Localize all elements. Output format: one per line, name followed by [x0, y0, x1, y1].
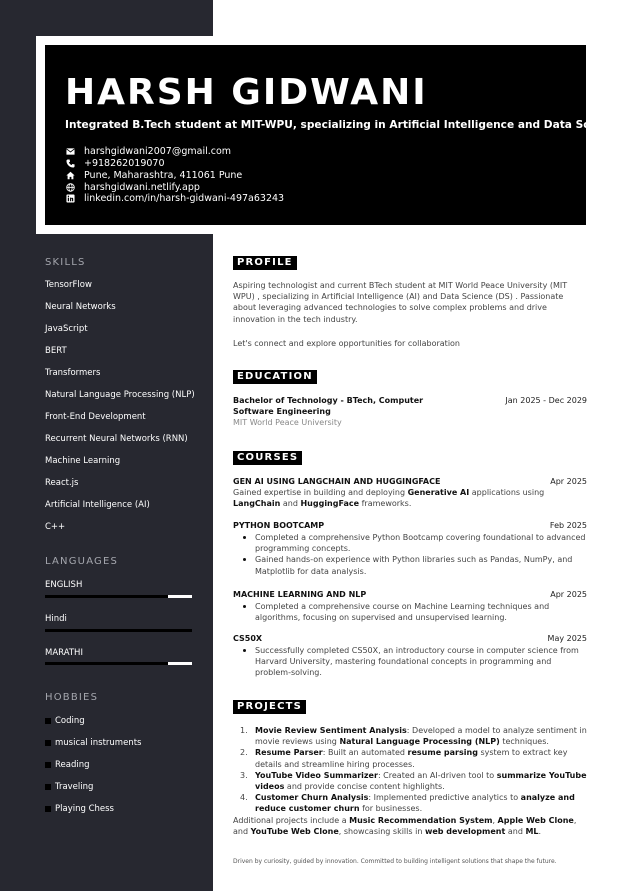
hobby-label: Coding [55, 716, 85, 726]
hobby-label: musical instruments [55, 738, 142, 748]
hobby-label: Traveling [55, 782, 94, 792]
skill-item: BERT [45, 346, 67, 356]
hobby-item [45, 782, 93, 792]
education-entry-cont [233, 406, 587, 417]
school-name: MIT World Peace University [233, 418, 342, 427]
bullet-square-icon [45, 784, 51, 790]
course-date: Feb 2025 [549, 521, 587, 530]
contact-list [65, 146, 284, 205]
skill-item: Front-End Development [45, 412, 146, 422]
contact-email[interactable] [65, 146, 284, 158]
skills-title: SKILLS [45, 257, 86, 268]
list-item: Successfully completed CS50X, an introductory course in computer science from Harvard University, mastering foundational concepts in programming and problem-solving. [233, 645, 587, 679]
list-item: Completed a comprehensive Python Bootcamp covering foundational to advanced programming concepts. [233, 532, 587, 554]
hobbies-title: HOBBIES [45, 692, 99, 703]
profile-text: Aspiring technologist and current BTech student at MIT World Peace University (MIT WPU) , specializing in Artificial Intelligence (AI) and Data Science (DS) . Passionate about leveraging advanced technologies to solve complex problems and drive innovation in the tech industry. [233, 281, 568, 324]
language-level-fill [45, 595, 168, 598]
course-date: Apr 2025 [550, 477, 587, 486]
bullet-square-icon [45, 718, 51, 724]
additional-projects: Additional projects include a Music Recommendation System, Apple Web Clone, and YouTube Web Clone, showcasing skills in web development and ML. [233, 815, 577, 836]
skill-item: Machine Learning [45, 456, 121, 466]
linkedin-icon [65, 194, 76, 204]
project-list [233, 725, 587, 837]
project-item: 2. Resume Parser: Built an automated resume parsing system to extract key details and streamline hiring processes. [240, 748, 568, 769]
language-level-bar [45, 595, 192, 598]
skill-item: C++ [45, 522, 66, 532]
skill-item: JavaScript [45, 324, 88, 334]
tagline: Integrated B.Tech student at MIT-WPU, specializing in Artificial Intelligence and Data Science. [65, 119, 626, 131]
contact-linkedin[interactable] [65, 193, 284, 205]
course-date: May 2025 [547, 634, 587, 643]
email-icon [65, 147, 76, 157]
courses-title: COURSES [233, 451, 302, 465]
course-bullets [233, 532, 587, 577]
course-bullets [233, 645, 587, 679]
education-title: EDUCATION [233, 370, 317, 384]
course-header [233, 633, 587, 644]
language-name: Hindi [45, 614, 67, 624]
language-level-fill [45, 629, 192, 632]
hobby-item [45, 716, 85, 726]
bullet-square-icon [45, 762, 51, 768]
language-name: ENGLISH [45, 580, 83, 590]
globe-icon [65, 182, 76, 192]
profile-title: PROFILE [233, 256, 297, 270]
language-name: MARATHI [45, 648, 83, 658]
course-name: GEN AI USING LANGCHAIN AND HUGGINGFACE [233, 477, 441, 486]
course-header [233, 589, 587, 600]
project-item: 1. Movie Review Sentiment Analysis: Developed a model to analyze sentiment in movie reviews using Natural Language Processing (NLP) techniques. [240, 726, 587, 747]
education-dates: Jan 2025 - Dec 2029 [505, 396, 587, 405]
profile-closing: Let's connect and explore opportunities for collaboration [233, 339, 460, 348]
language-level-fill [45, 662, 168, 665]
language-level-bar [45, 662, 192, 665]
course-name: CS50X [233, 634, 263, 643]
bullet-square-icon [45, 806, 51, 812]
course-description: Gained expertise in building and deploying Generative AI applications using LangChain and HuggingFace frameworks. [233, 488, 545, 509]
project-item: 3. YouTube Video Summarizer: Created an AI-driven tool to summarize YouTube videos and provide concise content highlights. [240, 770, 587, 792]
course-name: MACHINE LEARNING AND NLP [233, 590, 367, 599]
contact-address [65, 170, 284, 182]
hobby-label: Reading [55, 760, 90, 770]
language-level-bar [45, 629, 192, 632]
skill-item: React.js [45, 478, 79, 488]
education-entry [233, 395, 587, 406]
hobby-label: Playing Chess [55, 804, 114, 814]
website-text: harshgidwani.netlify.app [84, 181, 200, 193]
hobby-item [45, 738, 141, 748]
contact-website[interactable] [65, 181, 284, 193]
skill-item: Recurrent Neural Networks (RNN) [45, 434, 188, 444]
header [45, 45, 626, 225]
list-item: Completed a comprehensive course on Machine Learning techniques and algorithms, focusing on supervised and unsupervised learning. [233, 601, 587, 623]
linkedin-text: linkedin.com/in/harsh-gidwani-497a63243 [84, 193, 285, 205]
phone-icon [65, 159, 76, 169]
home-icon [65, 170, 76, 180]
degree-line: Software Engineering [233, 407, 331, 416]
course-name: PYTHON BOOTCAMP [233, 521, 325, 530]
course-date: Apr 2025 [550, 590, 587, 599]
bullet-square-icon [45, 740, 51, 746]
languages-title: LANGUAGES [45, 556, 119, 567]
hobby-item [45, 760, 90, 770]
contact-phone[interactable] [65, 158, 284, 170]
skill-item: TensorFlow [45, 280, 92, 290]
project-item: 4. Customer Churn Analysis: Implemented predictive analytics to analyze and reduce customer churn for businesses. [240, 793, 575, 814]
course-bullets [233, 601, 587, 623]
skill-item: Neural Networks [45, 302, 116, 312]
skill-item: Natural Language Processing (NLP) [45, 390, 195, 400]
course-header [233, 476, 587, 487]
projects-title: PROJECTS [233, 700, 306, 714]
skill-item: Transformers [45, 368, 101, 378]
address-text: Pune, Maharashtra, 411061 Pune [84, 169, 243, 181]
course-header [233, 520, 587, 531]
candidate-name: HARSH GIDWANI [65, 72, 428, 113]
phone-text: +918262019070 [84, 158, 165, 170]
skill-item: Artificial Intelligence (AI) [45, 500, 150, 510]
degree-line: Bachelor of Technology - BTech, Computer [233, 396, 424, 405]
hobby-item [45, 804, 114, 814]
email-text: harshgidwani2007@gmail.com [84, 146, 232, 158]
footer-note: Driven by curiosity, guided by innovation. Committed to building intelligent solutions that shape the future. [233, 858, 557, 865]
list-item: Gained hands-on experience with Python libraries such as Pandas, NumPy, and Matplotlib for data analysis. [233, 554, 587, 576]
